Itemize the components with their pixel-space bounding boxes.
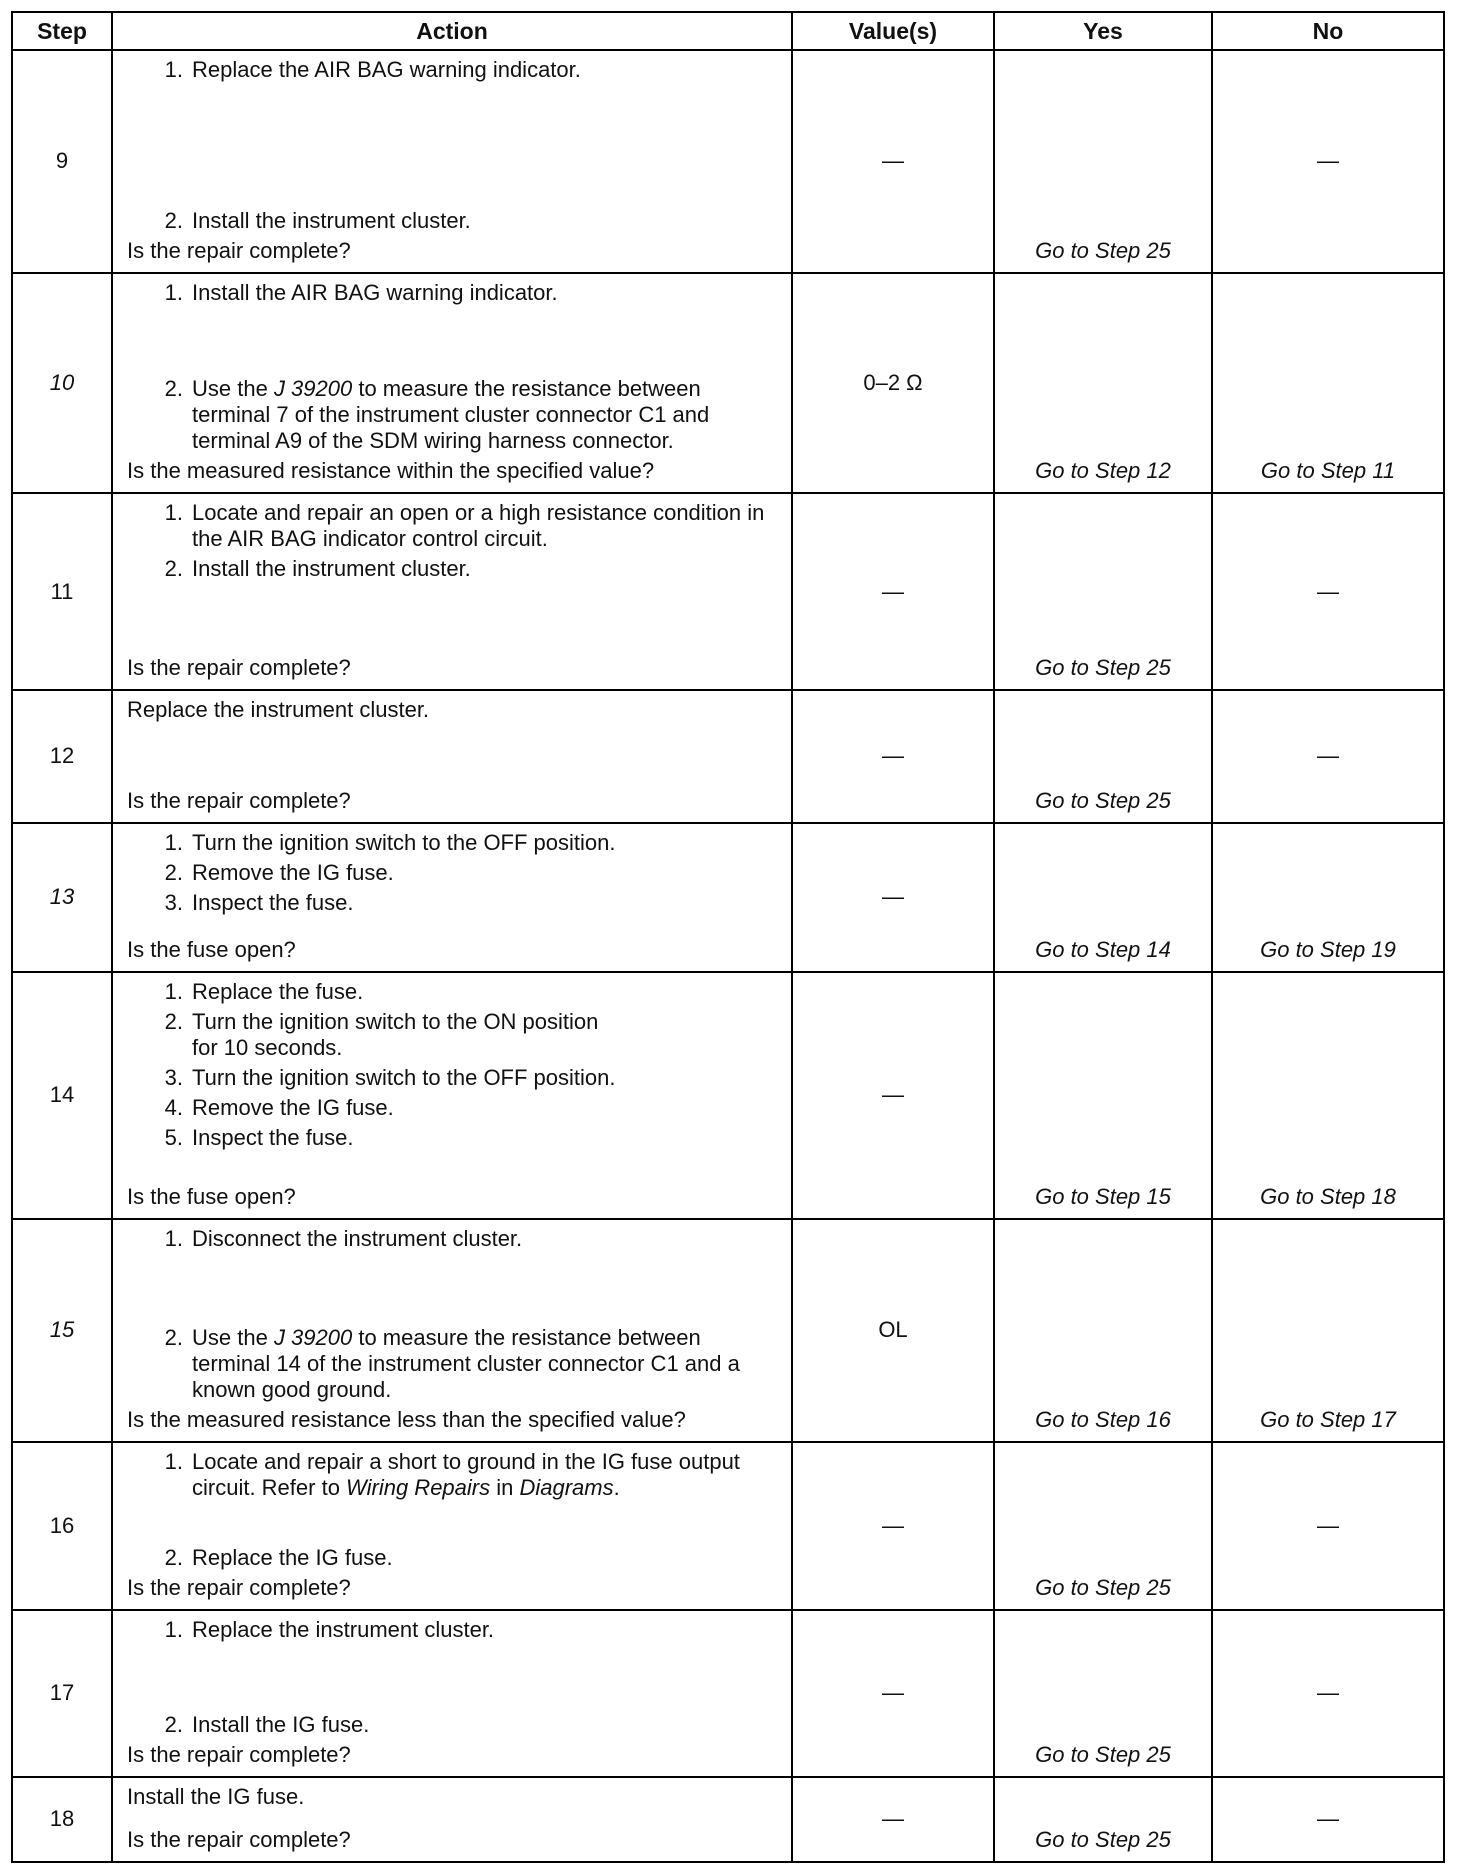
action-item: 2. Use the J 39200 to measure the resistance between terminal 14 of the instrument cluster connector C1 and a known good ground. xyxy=(164,1324,740,1402)
table-row xyxy=(12,273,1444,494)
action-item: 2. Install the instrument cluster. xyxy=(164,556,471,582)
table-row xyxy=(12,1442,1444,1611)
action-item: 1. Replace the fuse. xyxy=(164,979,364,1005)
value-cell: — xyxy=(792,823,994,972)
table-row xyxy=(12,1610,1444,1777)
action-question: Is the repair complete? xyxy=(127,237,351,263)
action-question: Is the repair complete? xyxy=(127,787,351,813)
header-step: Step xyxy=(12,12,112,50)
action-cell xyxy=(112,273,792,494)
action-question: Is the repair complete? xyxy=(127,1827,351,1852)
value-cell: OL xyxy=(792,1219,994,1442)
step-number: 15 xyxy=(12,1219,112,1442)
action-cell xyxy=(112,1777,792,1862)
action-cell xyxy=(112,1442,792,1611)
table-row xyxy=(12,50,1444,273)
yes-cell: Go to Step 12 xyxy=(994,273,1212,494)
value-cell: — xyxy=(792,493,994,690)
action-item: 2. Turn the ignition switch to the ON position for 10 seconds. xyxy=(164,1009,599,1061)
step-number: 16 xyxy=(12,1442,112,1611)
action-item: 2. Use the J 39200 to measure the resistance between terminal 7 of the instrument cluster connector C1 and terminal A9 of the SDM wiring harness connector. xyxy=(164,376,710,454)
table-row xyxy=(12,1219,1444,1442)
action-item: 1. Locate and repair a short to ground in the IG fuse output circuit. Refer to Wiring Repairs in Diagrams. xyxy=(164,1448,740,1500)
yes-cell: Go to Step 25 xyxy=(994,50,1212,273)
action-item: 3. Inspect the fuse. xyxy=(164,889,354,915)
yes-cell: Go to Step 16 xyxy=(994,1219,1212,1442)
step-number: 9 xyxy=(12,50,112,273)
action-item: 2. Remove the IG fuse. xyxy=(164,859,394,885)
header-row xyxy=(12,12,1444,50)
action-cell xyxy=(112,493,792,690)
diagnostic-table xyxy=(11,11,1445,1863)
action-question: Is the fuse open? xyxy=(127,937,296,963)
table-row xyxy=(12,823,1444,972)
table-row xyxy=(12,1777,1444,1862)
action-text: Replace the instrument cluster. xyxy=(127,697,430,723)
action-cell xyxy=(112,1219,792,1442)
value-cell: — xyxy=(792,50,994,273)
no-cell: — xyxy=(1212,493,1444,690)
step-number: 13 xyxy=(12,823,112,972)
no-cell: — xyxy=(1212,690,1444,822)
table-row xyxy=(12,493,1444,690)
table-row xyxy=(12,690,1444,822)
action-item: 2. Install the IG fuse. xyxy=(164,1711,370,1737)
no-cell: — xyxy=(1212,1610,1444,1777)
yes-cell: Go to Step 25 xyxy=(994,1777,1212,1862)
action-question: Is the repair complete? xyxy=(127,1575,351,1601)
yes-cell: Go to Step 25 xyxy=(994,1610,1212,1777)
action-item: 1. Locate and repair an open or a high resistance condition in the AIR BAG indicator control circuit. xyxy=(164,500,765,552)
action-item: 1. Replace the AIR BAG warning indicator. xyxy=(164,57,581,82)
action-item: 3. Turn the ignition switch to the OFF position. xyxy=(164,1065,616,1091)
table-row xyxy=(12,972,1444,1219)
step-number: 14 xyxy=(12,972,112,1219)
action-cell xyxy=(112,972,792,1219)
header-yes: Yes xyxy=(994,12,1212,50)
no-cell: — xyxy=(1212,1777,1444,1862)
value-cell: — xyxy=(792,1442,994,1611)
step-number: 18 xyxy=(12,1777,112,1862)
value-cell: — xyxy=(792,690,994,822)
no-cell: Go to Step 18 xyxy=(1212,972,1444,1219)
step-number: 10 xyxy=(12,273,112,494)
no-cell: Go to Step 19 xyxy=(1212,823,1444,972)
action-question: Is the repair complete? xyxy=(127,1741,351,1767)
step-number: 12 xyxy=(12,690,112,822)
action-cell xyxy=(112,50,792,273)
no-cell: Go to Step 11 xyxy=(1212,273,1444,494)
yes-cell: Go to Step 25 xyxy=(994,493,1212,690)
action-question: Is the measured resistance within the specified value? xyxy=(127,458,655,484)
action-item: 1. Turn the ignition switch to the OFF position. xyxy=(164,829,616,855)
step-number: 11 xyxy=(12,493,112,690)
action-item: 2. Install the instrument cluster. xyxy=(164,207,471,233)
action-cell xyxy=(112,823,792,972)
yes-cell: Go to Step 25 xyxy=(994,1442,1212,1611)
value-cell: 0–2 Ω xyxy=(792,273,994,494)
action-item: 2. Replace the IG fuse. xyxy=(164,1545,393,1571)
value-cell: — xyxy=(792,1610,994,1777)
action-cell xyxy=(112,690,792,822)
yes-cell: Go to Step 15 xyxy=(994,972,1212,1219)
action-item: 4. Remove the IG fuse. xyxy=(164,1095,394,1121)
action-text: Install the IG fuse. xyxy=(127,1783,305,1809)
header-no: No xyxy=(1212,12,1444,50)
yes-cell: Go to Step 14 xyxy=(994,823,1212,972)
value-cell: — xyxy=(792,1777,994,1862)
action-question: Is the repair complete? xyxy=(127,655,351,681)
value-cell: — xyxy=(792,972,994,1219)
action-item: 1. Install the AIR BAG warning indicator. xyxy=(164,279,558,305)
header-action: Action xyxy=(112,12,792,50)
action-item: 1. Disconnect the instrument cluster. xyxy=(164,1225,523,1251)
header-values: Value(s) xyxy=(792,12,994,50)
action-cell xyxy=(112,1610,792,1777)
yes-cell: Go to Step 25 xyxy=(994,690,1212,822)
action-question: Is the measured resistance less than the specified value? xyxy=(127,1406,686,1432)
action-item: 1. Replace the instrument cluster. xyxy=(164,1617,495,1643)
action-item: 5. Inspect the fuse. xyxy=(164,1125,354,1151)
no-cell: Go to Step 17 xyxy=(1212,1219,1444,1442)
action-question: Is the fuse open? xyxy=(127,1183,296,1209)
no-cell: — xyxy=(1212,1442,1444,1611)
step-number: 17 xyxy=(12,1610,112,1777)
no-cell: — xyxy=(1212,50,1444,273)
